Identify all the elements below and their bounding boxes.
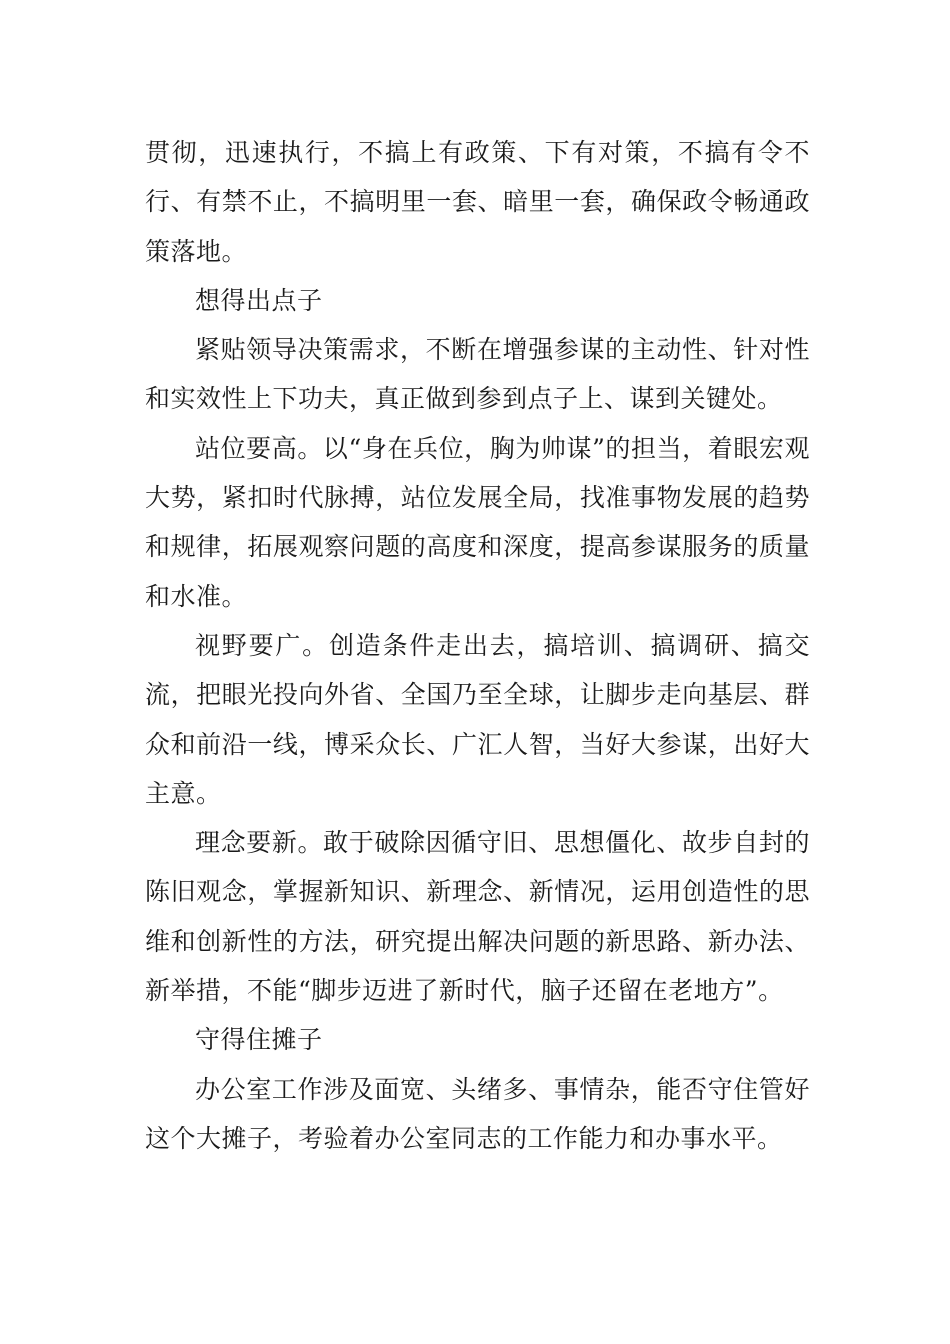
paragraph-continuation: 贯彻，迅速执行，不搞上有政策、下有对策，不搞有令不行、有禁不止，不搞明里一套、暗里一套，确保政令畅通政策落地。 — [145, 138, 810, 266]
document-body — [145, 128, 810, 1163]
paragraph-standpoint: 站位要高。以“身在兵位，胸为帅谋”的担当，着眼宏观大势，紧扣时代脉搏，站位发展全局，找准事物发展的趋势和规律，拓展观察问题的高度和深度，提高参谋服务的质量和水准。 — [145, 433, 810, 611]
paragraph-vision: 视野要广。创造条件走出去，搞培训、搞调研、搞交流，把眼光投向外省、全国乃至全球，让脚步走向基层、群众和前沿一线，博采众长、广汇人智，当好大参谋，出好大主意。 — [145, 630, 810, 808]
paragraph-concept: 理念要新。敢于破除因循守旧、思想僵化、故步自封的陈旧观念，掌握新知识、新理念、新情况，运用创造性的思维和创新性的方法，研究提出解决问题的新思路、新办法、新举措，不能“脚步迈进了新时代，脑子还留在老地方”。 — [145, 828, 810, 1006]
paragraph-hold-intro: 办公室工作涉及面宽、头绪多、事情杂，能否守住管好这个大摊子，考验着办公室同志的工作能力和办事水平。 — [145, 1074, 810, 1153]
paragraph-ideas-intro: 紧贴领导决策需求，不断在增强参谋的主动性、针对性和实效性上下功夫，真正做到参到点子上、谋到关键处。 — [145, 335, 810, 414]
section-heading-ideas: 想得出点子 — [195, 285, 323, 315]
section-heading-hold: 守得住摊子 — [195, 1025, 323, 1055]
